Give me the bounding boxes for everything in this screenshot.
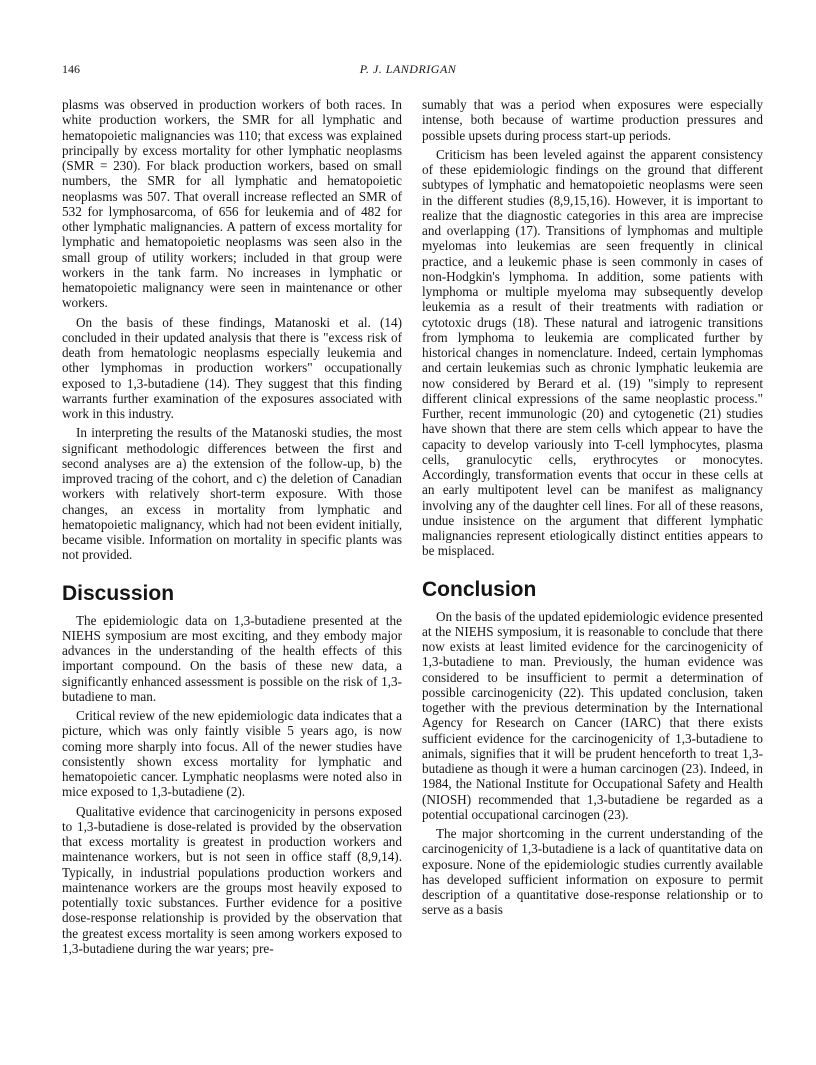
page-header (62, 62, 754, 80)
left-column (62, 97, 402, 956)
paragraph: On the basis of the updated epidemiologic evidence presented at the NIEHS symposium, it is reasonable to conclude that there now exists at least limited evidence for the carcinogenicity of 1,3-butadiene to man. Previously, the human evidence was considered to be insufficient to permit a determination of possible carcinogenicity (22). This updated conclusion, taken together with the previous determination by the International Agency for Research on Cancer (IARC) that there exists sufficient evidence for the carcinogenicity of 1,3-butadiene to animals, signifies that it will be prudent henceforth to treat 1,3-butadiene as though it were a human carcinogen (23). Indeed, in 1984, the National Institute for Occupational Safety and Health (NIOSH) recommended that 1,3-butadiene be regarded as a potential occupational carcinogen (23). (422, 608, 763, 822)
right-column (422, 97, 763, 918)
running-head: P. J. LANDRIGAN (359, 62, 457, 76)
paragraph: Critical review of the new epidemiologic data indicates that a picture, which was only faintly visible 5 years ago, is now coming more sharply into focus. All of the newer studies have consistently shown excess mortality for lymphatic and hematopoietic cancer. Lymphatic neoplasms were noted also in mice exposed to 1,3-butadiene (2). (62, 708, 402, 800)
paragraph: Criticism has been leveled against the apparent consistency of these epidemiologic findings on the ground that different subtypes of lymphatic and hematopoietic neoplasms were seen in the different studies (8,9,15,16). However, it is important to realize that the diagnostic categories in this area are imprecise and overlapping (17). Transitions of lymphomas and multiple myelomas into leukemias are seen frequently in clinical practice, and a leukemic phase is seen commonly in cases of non-Hodgkin's lymphoma. In addition, some patients with lymphoma or multiple myeloma may subsequently develop leukemia as a result of their treatments with radiation or cytotoxic drugs (18). These natural and iatrogenic transitions from lymphoma to leukemia are complicated further by historical changes in nomenclature. Indeed, certain lymphomas and certain leukemias such as chronic lymphatic leukemia are now considered by Berard et al. (19) "simply to represent different clinical expressions of the same neoplastic process." Further, recent immunologic (20) and cytogenetic (21) studies have shown that there are stem cells which appear to have the capacity to develop variously into T-cell lymphocytes, plasma cells, granulocytic cells, erythrocytes or monocytes. Accordingly, transformation events that occur in these cells at an early multipotent level can be manifest as malignancy involving any of the daughter cell lines. For all of these reasons, undue insistence on the argument that different lymphatic malignancies represent etiologically distinct entities appears to be misplaced. (422, 146, 763, 559)
paragraph: plasms was observed in production workers of both races. In white production workers, the SMR for all lymphatic and hematopoietic malignancies was 110; that excess was explained principally by excess mortality for other lymphatic neoplasms (SMR = 230). For black production workers, based on small numbers, the SMR for all lymphatic and hematopoietic neoplasms was 507. That overall increase reflected an SMR of 532 for lymphosarcoma, of 656 for leukemia and of 482 for other lymphatic malignancies. A pattern of excess mortality for lymphatic and hematopoietic neoplasms was seen also in the small group of utility workers; included in that group were workers in the tank farm. No increases in lymphatic or hematopoietic malignancy were seen in maintenance or other workers. (62, 97, 402, 311)
section-heading-conclusion: Conclusion (422, 577, 537, 601)
paragraph: The major shortcoming in the current understanding of the carcinogenicity of 1,3-butadiene is a lack of quantitative data on exposure. None of the epidemiologic studies currently available has developed sufficient information on exposure to permit description of a quantitative dose-response relationship or to serve as a basis (422, 826, 763, 918)
paragraph: Qualitative evidence that carcinogenicity in persons exposed to 1,3-butadiene is dose-related is provided by the observation that excess mortality is greatest in production workers and maintenance workers, but is not seen in office staff (8,9,14). Typically, in industrial populations production workers and maintenance workers are the groups most heavily exposed to potentially toxic substances. Further evidence for a positive dose-response relationship is provided by the observation that the greatest excess mortality is seen among workers exposed to 1,3-butadiene during the war years; pre- (62, 803, 402, 956)
paragraph: sumably that was a period when exposures were especially intense, both because of wartime production pressures and possible upsets during process start-up periods. (422, 97, 763, 143)
paragraph: On the basis of these findings, Matanoski et al. (14) concluded in their updated analysis that there is "excess risk of death from hematologic neoplasms especially leukemia and other lymphomas in production workers" occupationally exposed to 1,3-butadiene (14). They suggest that this finding warrants further examination of the exposures associated with work in this industry. (62, 314, 402, 421)
page-number: 146 (62, 62, 80, 76)
paragraph: In interpreting the results of the Matanoski studies, the most significant methodologic differences between the first and second analyses are a) the extension of the follow-up, b) the improved tracing of the cohort, and c) the deletion of Canadian workers with relatively short-term exposure. With those changes, an excess in mortality from lymphatic and hematopoietic malignancy, which had not been evident initially, became visible. Information on mortality in specific plants was not provided. (62, 425, 402, 563)
section-heading-discussion: Discussion (62, 581, 175, 605)
paragraph: The epidemiologic data on 1,3-butadiene presented at the NIEHS symposium are most exciting, and they embody major advances in the understanding of the health effects of this important compound. On the basis of these new data, a significantly enhanced assessment is possible on the risk of 1,3-butadiene to man. (62, 612, 402, 704)
